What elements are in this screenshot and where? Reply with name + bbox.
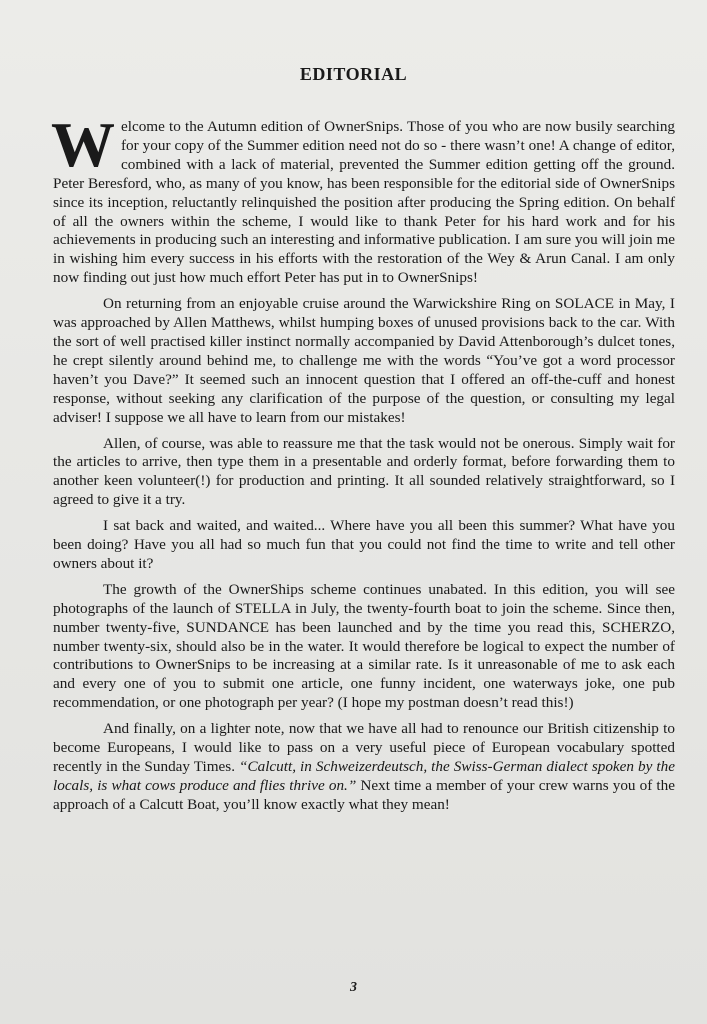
paragraph-1-text: elcome to the Autumn edition of OwnerSnips. Those of you who are now busily searching for your copy of the Summer edition need not do so - there wasn’t one! A change of editor, combined with a lack of material, prevented the Summer edition getting off the ground. Peter Beresford, who, as many of you know, has been responsible for the editorial side of OwnerSnips since its inception, reluctantly relinquished the position after producing the Spring edition. On behalf of all the owners within the scheme, I would like to thank Peter for his hard work and for his achievements in producing such an interesting and informative publication. I am sure you will join me in wishing him every success in his efforts with the restoration of the Wey & Arun Canal. I am only now finding out just how much effort Peter has put in to OwnerSnips! [53,118,675,287]
paragraph-3: Allen, of course, was able to reassure me that the task would not be onerous. Simply wait for the articles to arrive, then type them in a presentable and orderly format, before forwarding them to another keen volunteer(!) for production and printing. It all sounded relatively straightforward, so I agreed to give it a try. [53,434,675,509]
paragraph-4: I sat back and waited, and waited... Where have you all been this summer? What have you been doing? Have you all had so much fun that you could not find the time to write and tell other owners about it? [53,517,675,572]
drop-cap: W [51,109,115,180]
paragraph-2: On returning from an enjoyable cruise around the Warwickshire Ring on SOLACE in May, I was approached by Allen Matthews, whilst humping boxes of unused provisions back to the car. With the sort of well practised killer instinct normally accompanied by David Attenborough’s dulcet tones, he crept silently around behind me, to challenge me with the words “You’ve got a word processor haven’t you Dave?” It seemed such an innocent question that I offered an off-the-cuff and honest response, without seeking any clarification of the purpose of the question, or consulting my legal adviser! I suppose we all have to learn from our mistakes! [53,295,675,426]
page-title: EDITORIAL [299,64,408,84]
paragraph-6-end: Next time a member of your crew warns you of the approach of a Calcutt Boat, you’ll know exactly what they mean! [53,776,675,813]
paragraph-6 [53,720,675,815]
paragraph-5: The growth of the OwnerShips scheme continues unabated. In this edition, you will see photographs of the launch of STELLA in July, the twenty-fourth boat to join the scheme. Since then, number twenty-five, SUNDANCE has been launched and by the time you read this, SCHERZO, number twenty-six, should also be in the water. It would therefore be logical to expect the number of contributions to OwnerSnips to be increasing at a similar rate. Is it unreasonable of me to ask each and every one of you to submit one article, one funny incident, one waterways joke, one pub recommendation, or one photograph per year? (I hope my postman doesn’t read this!) [53,580,675,712]
paragraph-6-start: And finally, on a lighter note, now that we have all had to renounce our British citizenship to become Europeans, I would like to pass on a very useful piece of European vocabulary spotted recently in the Sunday Times. [53,720,675,775]
paragraph-1 [51,109,675,288]
page-number: 3 [350,980,357,995]
editorial-body [51,109,675,815]
calcutt-quote: “Calcutt, in Schweizerdeutsch, the Swiss-German dialect spoken by the locals, is what cows produce and flies thrive on.” [53,758,675,794]
